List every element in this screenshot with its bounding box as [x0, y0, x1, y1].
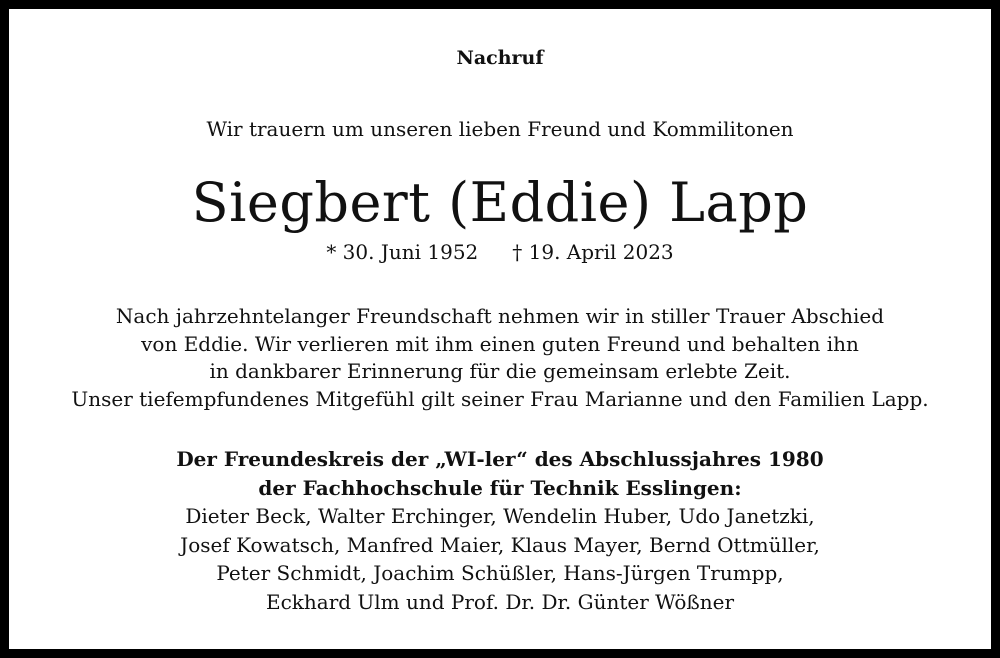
deceased-name: Siegbert (Eddie) Lapp — [191, 171, 809, 234]
notice-heading: Nachruf — [456, 47, 544, 69]
signers-names-line: Josef Kowatsch, Manfred Maier, Klaus Mayer, Bernd Ottmüller, — [180, 532, 820, 557]
signers-title-line: der Fachhochschule für Technik Esslingen: — [258, 475, 742, 500]
signers-block — [9, 445, 991, 616]
condolence-text — [9, 303, 991, 413]
signers-names-line: Eckhard Ulm und Prof. Dr. Dr. Günter Wößner — [265, 589, 735, 614]
birth-date: * 30. Juni 1952 — [326, 240, 479, 264]
signers-title-line: Der Freundeskreis der „WI-ler“ des Abschlussjahres 1980 — [176, 447, 824, 471]
death-date: † 19. April 2023 — [512, 240, 674, 264]
condolence-line: von Eddie. Wir verlieren mit ihm einen guten Freund und behalten ihn — [141, 331, 859, 356]
signers-names-line: Peter Schmidt, Joachim Schüßler, Hans-Jürgen Trumpp, — [216, 561, 784, 585]
signers-names-line: Dieter Beck, Walter Erchinger, Wendelin Huber, Udo Janetzki, — [185, 504, 815, 528]
condolence-line: Nach jahrzehntelanger Freundschaft nehmen wir in stiller Trauer Abschied — [115, 304, 885, 328]
life-dates — [9, 240, 991, 264]
condolence-line: Unser tiefempfundenes Mitgefühl gilt seiner Frau Marianne und den Familien Lapp. — [71, 386, 929, 411]
condolence-line: in dankbarer Erinnerung für die gemeinsam erlebte Zeit. — [209, 359, 791, 383]
intro-text: Wir trauern um unseren lieben Freund und Kommilitonen — [206, 117, 794, 141]
